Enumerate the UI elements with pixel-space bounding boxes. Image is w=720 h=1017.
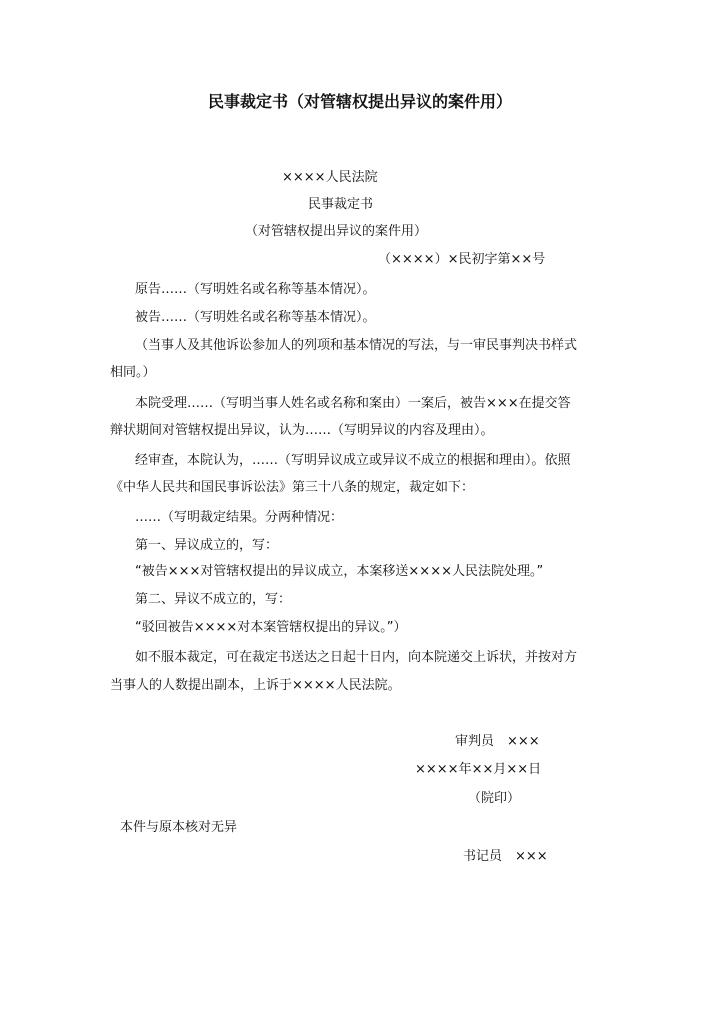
paragraph-line: 被告……（写明姓名或名称等基本情况）。 (135, 310, 376, 325)
paragraph-line: （当事人及其他诉讼参加人的列项和基本情况的写法，与一审民事判决书样式 (135, 338, 578, 353)
verification-note: 本件与原本核对无异 (120, 820, 238, 835)
paragraph-line: 如不服本裁定，可在裁定书送达之日起十日内，向本院递交上诉状，并按对方 (135, 650, 578, 665)
paragraph-line: 本院受理……（写明当事人姓名或名称和案由）一案后，被告×××在提交答 (135, 396, 571, 411)
doc-name: 民事裁定书 (308, 197, 374, 212)
document-title: 民事裁定书（对管辖权提出异议的案件用） (207, 92, 512, 111)
clerk-signature: 书记员 ××× (463, 849, 548, 864)
paragraph-line: 原告……（写明姓名或名称等基本情况）。 (135, 282, 376, 297)
paragraph-line: 相同。） (110, 365, 156, 380)
paragraph-line: ……（写明裁定结果。分两种情况： (135, 510, 344, 525)
paragraph-line: 第二、异议不成立的，写： (135, 592, 292, 607)
paragraph-line: 经审查，本院认为，……（写明异议成立或异议不成立的根据和理由）。依照 (135, 453, 571, 468)
court-seal: （院印） (468, 791, 521, 806)
paragraph-line: 第一、异议成立的，写： (135, 538, 279, 553)
paragraph-line: “被告×××对管辖权提出的异议成立，本案移送××××人民法院处理。” (135, 564, 544, 579)
paragraph-line: 当事人的人数提出副本，上诉于××××人民法院。 (110, 678, 401, 693)
doc-subtitle: （对管辖权提出异议的案件用） (245, 224, 428, 239)
court-name: ××××人民法院 (282, 170, 378, 185)
case-number: （××××）×民初字第××号 (378, 252, 546, 267)
judge-signature: 审判员 ××× (455, 734, 540, 749)
date: ××××年××月××日 (415, 762, 542, 777)
paragraph-line: “驳回被告××××对本案管辖权提出的异议。”） (135, 620, 407, 635)
paragraph-line: 《中华人民共和国民事诉讼法》第三十八条的规定，裁定如下： (110, 480, 475, 495)
paragraph-line: 辩状期间对管辖权提出异议，认为……（写明异议的内容及理由）。 (110, 423, 494, 438)
